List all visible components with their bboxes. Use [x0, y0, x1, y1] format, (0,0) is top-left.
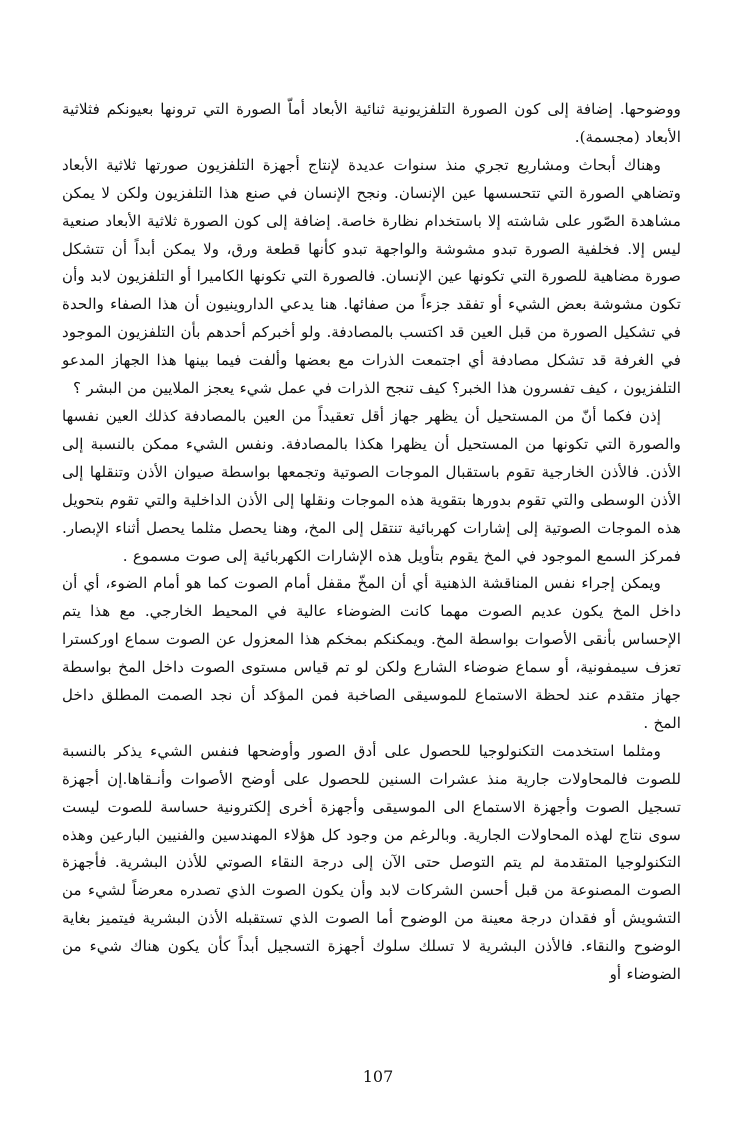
paragraph-3d-television: وهناك أبحاث ومشاريع تجري منذ سنوات عديدة لإنتاج أجهزة التلفزيون صورتها ثلاثية الأبعاد وتضاهي الصورة التي تتحسسها عين الإنسان. ونجح الإنسان في صنع هذا التلفزيون ولكن لا يمكن مشاهدة الصّور على شاشته إلا باستخدام نظارة خاصة. إضافة إلى كون الصورة ثلاثية الأبعاد صنعية ليس إلا. فخلفية الصورة تبدو مشوشة والواجهة تبدو كأنها قطعة ورق، ولا يمكن أبداً أن تتشكل صورة مضاهية للصورة التي تكونها عين الإنسان. فالصورة التي تكونها الكاميرا أو التلفزيون لابد وأن تكون مشوشة بعض الشيء أو تفقد جزءاً من صفائها. هنا يدعي الداروينيون أن هذا الصفاء والحدة في تشكيل الصورة من قبل العين قد اكتسب بالمصادفة. ولو أخبركم أحدهم بأن التلفزيون الموجود في الغرفة قد تشكل مصادفة أي اجتمعت الذرات مع بعضها وألفت فيما بينها هذا الجهاز المدعو التلفزيون ، كيف تفسرون هذا الخبر؟ كيف تنجح الذرات في عمل شيء يعجز الملايين من البشر ؟ — [62, 155, 681, 398]
paragraph-continued: ووضوحها. إضافة إلى كون الصورة التلفزيونية ثنائية الأبعاد أماّ الصورة التي ترونها بعيونكم فثلاثية الأبعاد (مجسمة). — [62, 100, 681, 146]
paragraph-brain-silence: ويمكن إجراء نفس المناقشة الذهنية أي أن المخّ مقفل أمام الصوت كما هو أمام الضوء، أي أن داخل المخ يكون عديم الصوت مهما كانت الضوضاء عالية في المحيط الخارجي. مع هذا يتم الإحساس بأنقى الأصوات بواسطة المخ. ويمكنكم بمخكم هذا المعزول عن الصوت سماع اوركسترا تعزف سيمفونية، أو سماع ضوضاء الشارع ولكن لو تم قياس مستوى الصوت داخل المخ بواسطة جهاز متقدم عند لحظة الاستماع للموسيقى الصاخبة فمن المؤكد أن نجد الصمت المطلق داخل المخ . — [62, 574, 681, 732]
body-text — [62, 96, 681, 989]
paragraph-ear-hearing: إذن فكما أنّ من المستحيل أن يظهر جهاز أقل تعقيداً من العين بالمصادفة كذلك العين نفسها والصورة التي تكونها من المستحيل أن يظهرا هكذا بالمصادفة. ونفس الشيء ممكن بالنسبة إلى الأذن. فالأذن الخارجية تقوم باستقبال الموجات الصوتية وتجمعها بواسطة صيوان الأذن وتنقلها إلى الأذن الوسطى والتي تقوم بدورها بتقوية هذه الموجات ونقلها إلى الأذن الداخلية والتي تقوم بتحويل هذه الموجات الصوتية إلى إشارات كهربائية تنتقل إلى المخ، وهنا يحصل مثلما يحصل أثناء الإبصار. فمركز السمع الموجود في المخ يقوم بتأويل هذه الإشارات الكهربائية إلى صوت مسموع . — [62, 406, 681, 565]
paragraph-sound-technology: ومثلما استخدمت التكنولوجيا للحصول على أدق الصور وأوضحها فنفس الشيء يذكر بالنسبة للصوت فالمحاولات جارية منذ عشرات السنين للحصول على أوضح الأصوات وأنـقاها.إن أجهزة تسجيل الصوت وأجهزة الاستماع الى الموسيقى وأجهزة أخرى إلكترونية حساسة للصوت ليست سوى نتاج لهذه المحاولات الجارية. وبالرغم من وجود كل هؤلاء المهندسين والفنيين البارعين وهذه التكنولوجيا المتقدمة لم يتم التوصل حتى الآن إلى درجة النقاء الصوتي للأذن البشرية. فأجهزة الصوت المصنوعة من قبل أحسن الشركات لابد وأن يكون الصوت الذي تصدره معرضاً لشيء من التشويش أو فقدان درجة معينة من الوضوح أما الصوت الذي تستقبله الأذن البشرية فيتميز بغاية الوضوح والنقاء. فالأذن البشرية لا تسلك سلوك أجهزة التسجيل أبداً كأن يكون هناك شيء من الضوضاء أو — [62, 741, 681, 984]
page-number: 107 — [362, 1067, 394, 1086]
